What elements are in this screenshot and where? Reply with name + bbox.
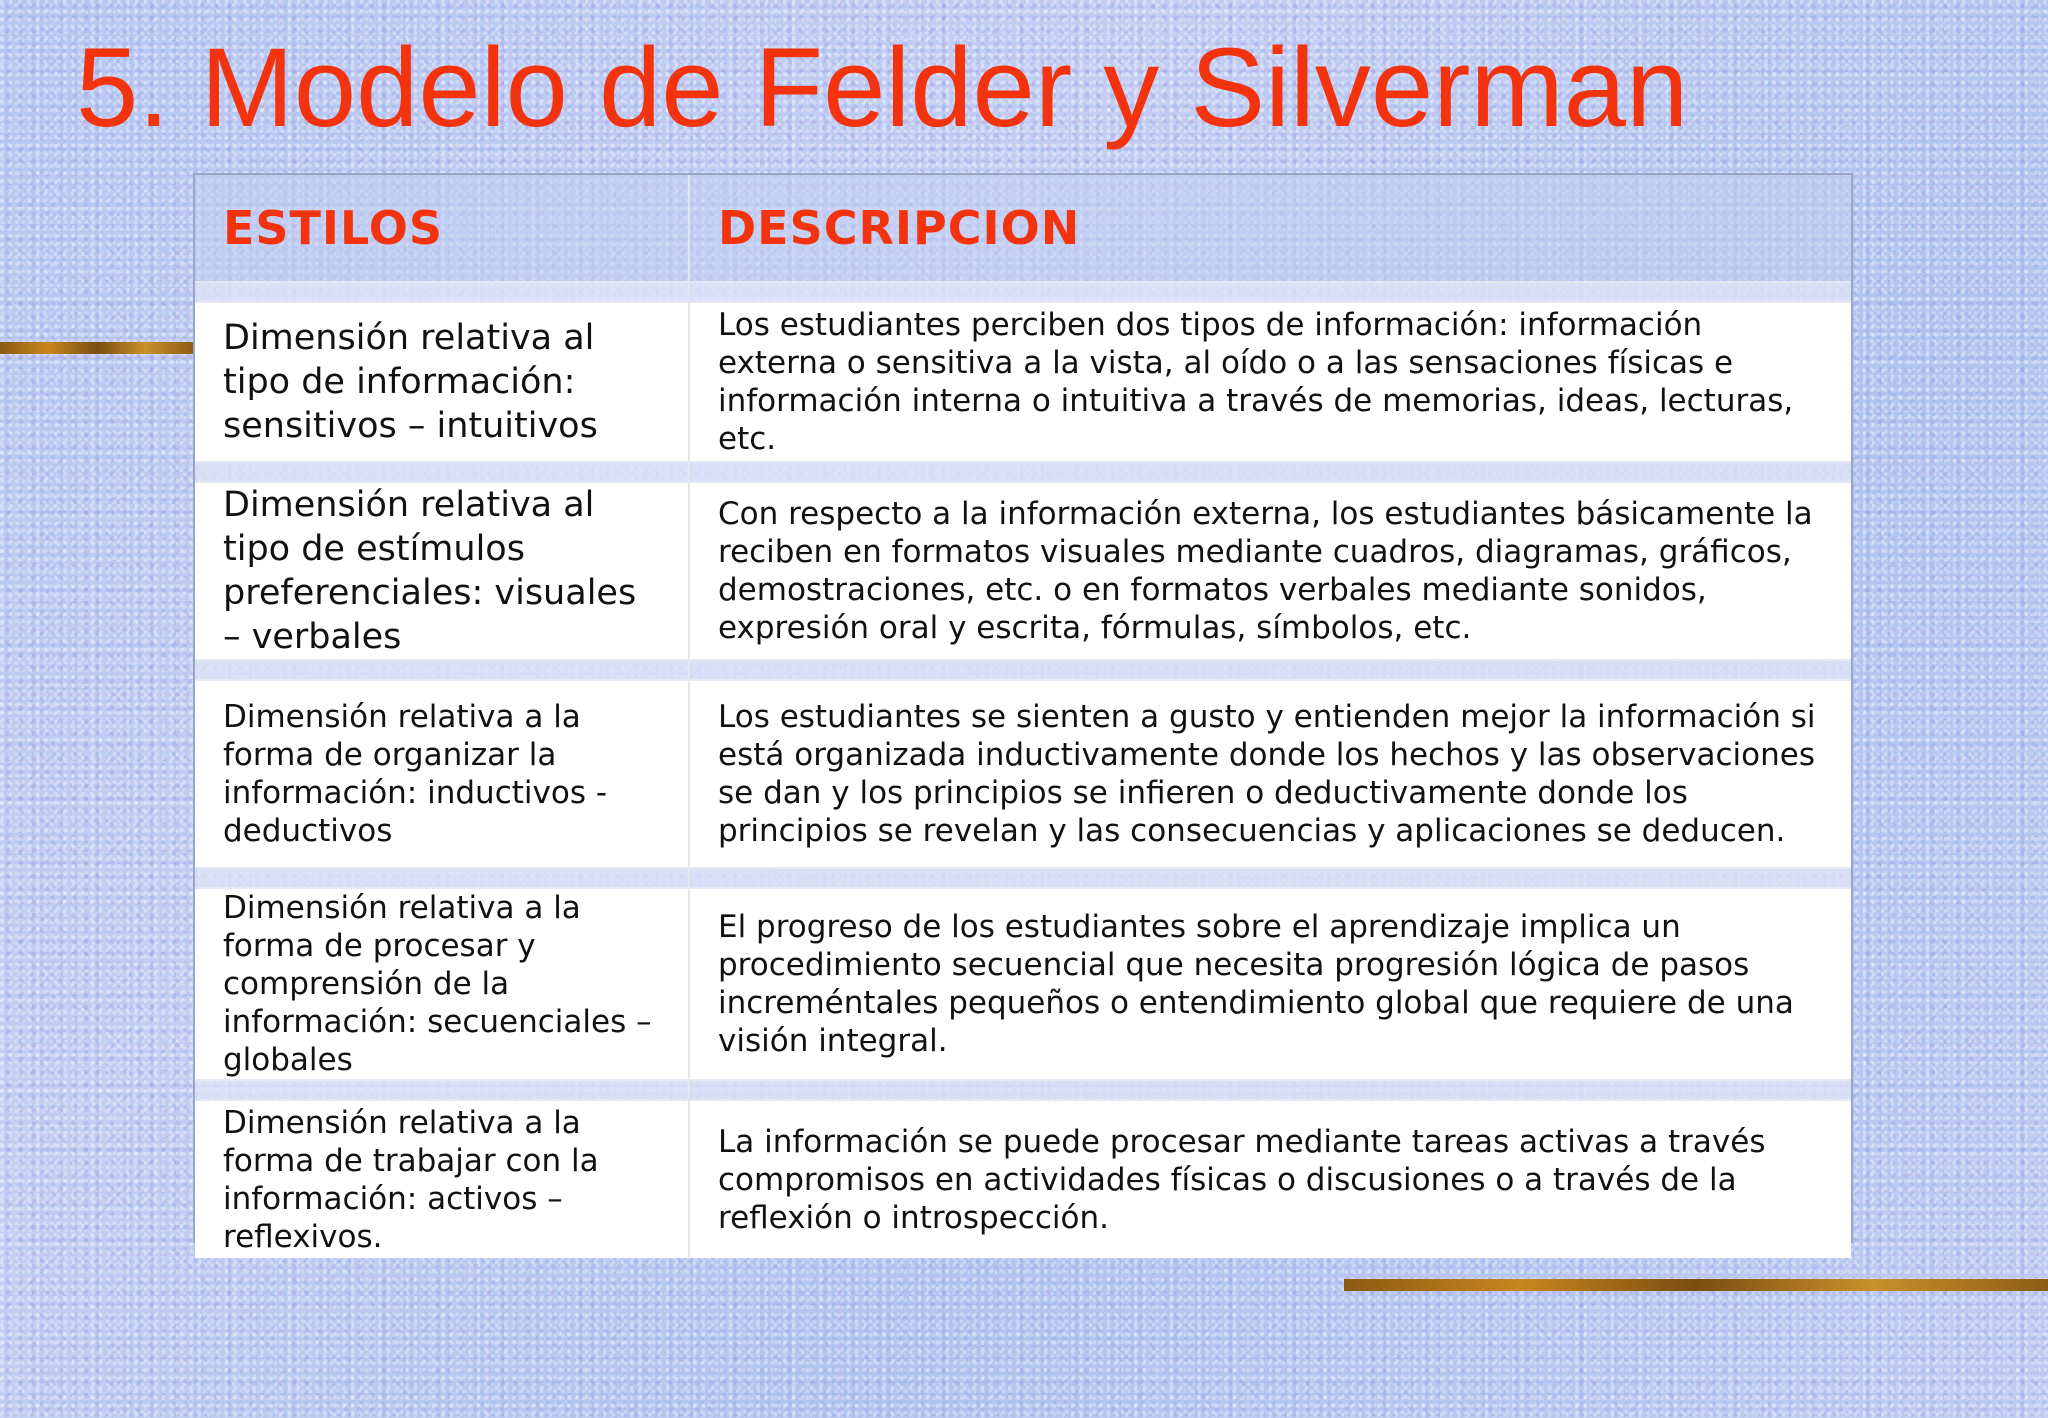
row-spacer	[195, 462, 1851, 482]
row-spacer	[195, 1080, 1851, 1100]
table-row	[195, 1100, 1851, 1258]
description-cell: Con respecto a la información externa, los estudiantes básicamente la reciben en formatos visuales mediante cuadros, diagramas, gráficos, demostraciones, etc. o en formatos verbales mediante sonidos, expresión oral y escrita, fórmulas, símbolos, etc.	[689, 482, 1851, 660]
decorative-bar-left	[0, 342, 194, 354]
style-cell: Dimensión relativa al tipo de estímulos preferenciales: visuales – verbales	[195, 482, 689, 660]
row-spacer	[195, 282, 1851, 302]
styles-table	[195, 175, 1851, 1258]
styles-table-frame	[193, 173, 1853, 1255]
table-row	[195, 888, 1851, 1080]
table-row	[195, 680, 1851, 868]
table-row	[195, 302, 1851, 462]
table-row	[195, 482, 1851, 660]
description-cell: El progreso de los estudiantes sobre el aprendizaje implica un procedimiento secuencial que necesita progresión lógica de pasos increméntales pequeños o entendimiento global que requiere de una visión integral.	[689, 888, 1851, 1080]
description-cell: Los estudiantes se sienten a gusto y entienden mejor la información si está organizada inductivamente donde los hechos y las observaciones se dan y los principios se infieren o deductivamente donde los principios se revelan y las consecuencias y aplicaciones se deducen.	[689, 680, 1851, 868]
slide-title: 5. Modelo de Felder y Silverman	[76, 25, 1689, 150]
decorative-bar-right	[1344, 1279, 2048, 1291]
table-header-row	[195, 175, 1851, 282]
style-cell: Dimensión relativa a la forma de procesar y comprensión de la información: secuenciales – globales	[195, 888, 689, 1080]
style-cell: Dimensión relativa al tipo de información: sensitivos – intuitivos	[195, 302, 689, 462]
description-cell: Los estudiantes perciben dos tipos de información: información externa o sensitiva a la vista, al oído o a las sensaciones físicas e información interna o intuitiva a través de memorias, ideas, lecturas, etc.	[689, 302, 1851, 462]
row-spacer	[195, 660, 1851, 680]
description-cell: La información se puede procesar mediante tareas activas a través compromisos en actividades físicas o discusiones o a través de la reflexión o introspección.	[689, 1100, 1851, 1258]
row-spacer	[195, 868, 1851, 888]
style-cell: Dimensión relativa a la forma de organizar la información: inductivos - deductivos	[195, 680, 689, 868]
header-estilos: ESTILOS	[195, 175, 689, 282]
style-cell: Dimensión relativa a la forma de trabajar con la información: activos – reflexivos.	[195, 1100, 689, 1258]
header-descripcion: DESCRIPCION	[718, 201, 1081, 255]
